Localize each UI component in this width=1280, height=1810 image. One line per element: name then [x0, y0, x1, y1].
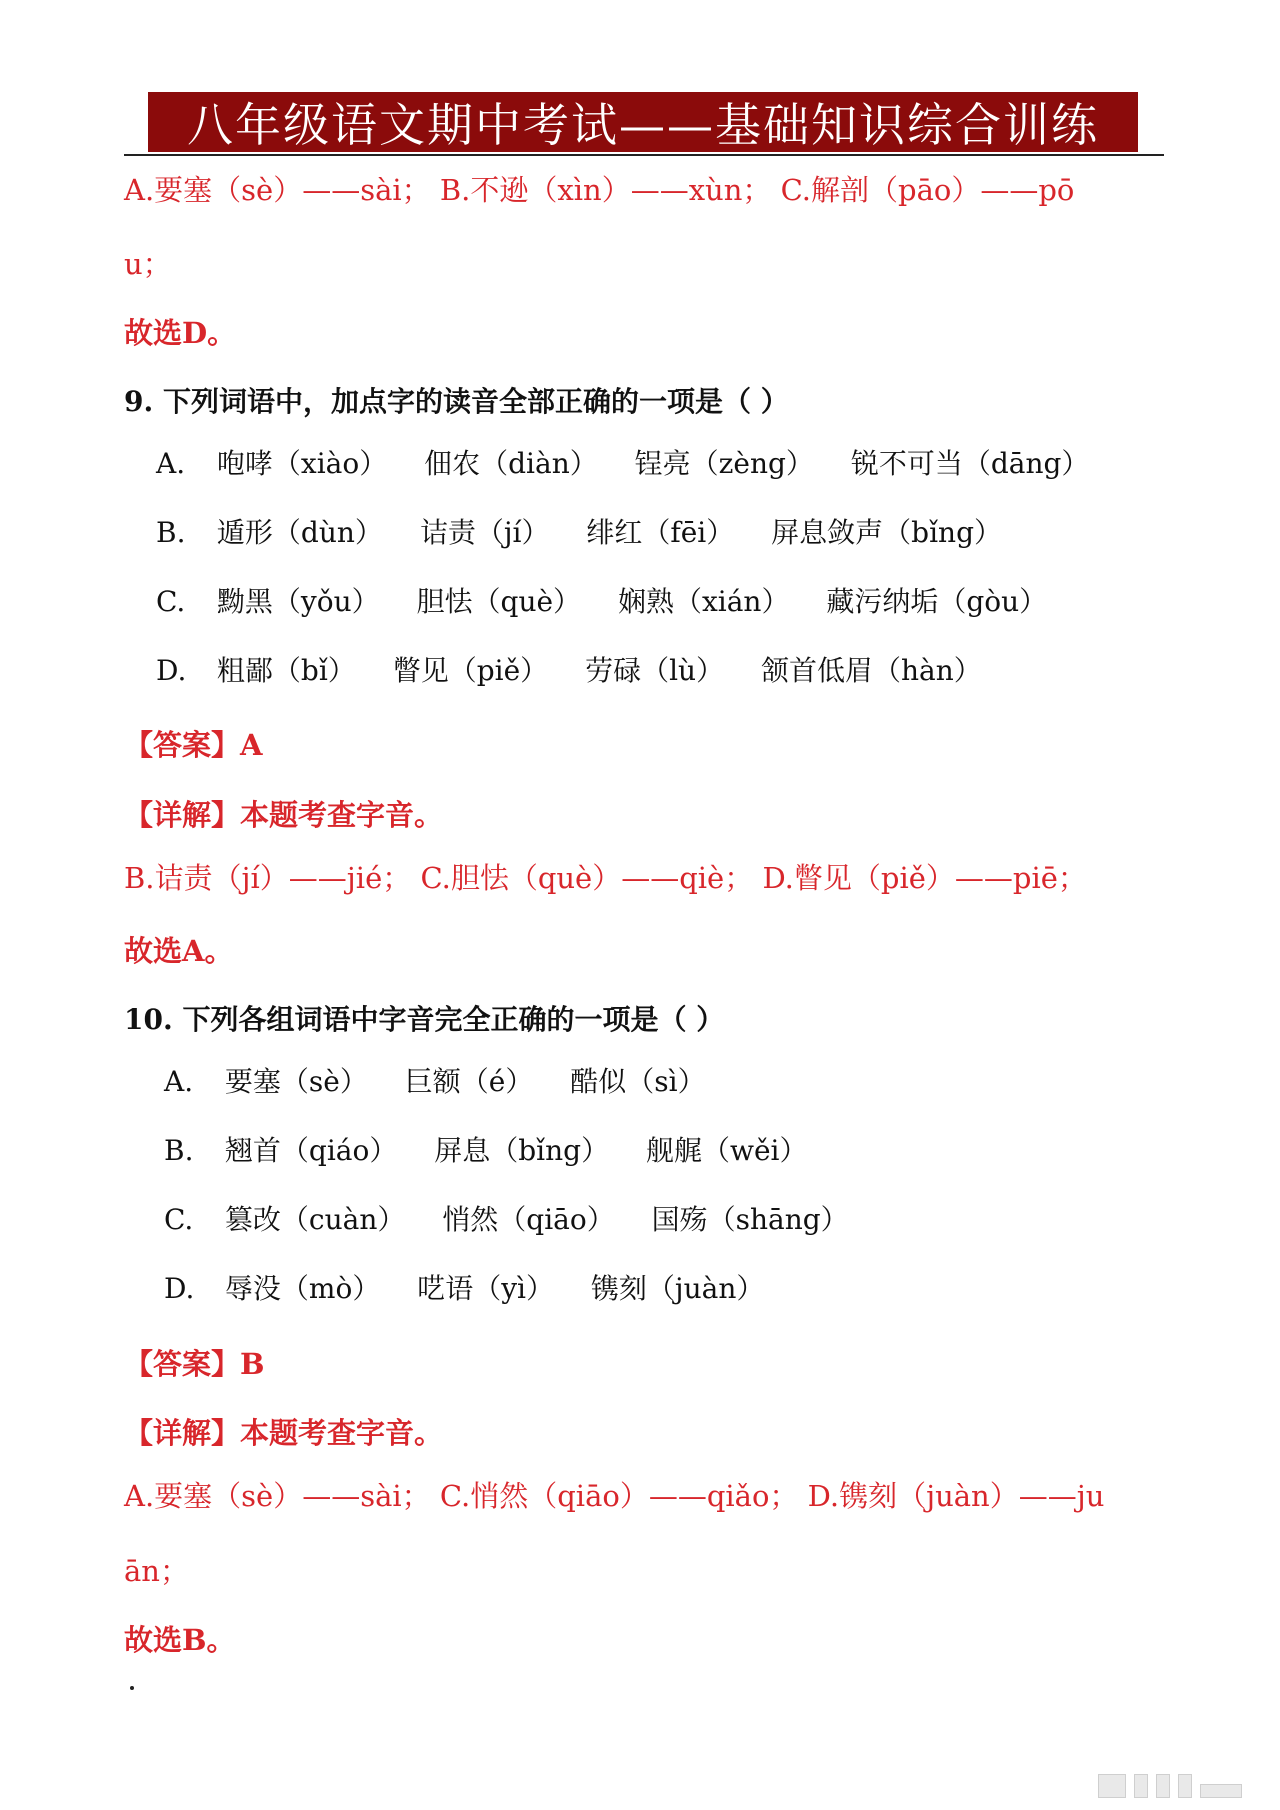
overlay-block	[1156, 1774, 1170, 1798]
option-word: 要塞（sè）	[224, 1065, 368, 1098]
option-word: 呓语（yì）	[417, 1272, 555, 1305]
q9-answer: 【答案】A	[124, 728, 263, 762]
overlay-block	[1200, 1784, 1242, 1798]
q9-explain-head: 【详解】本题考查字音。	[124, 798, 444, 832]
q10-option-d	[164, 1271, 1214, 1307]
q10-explain-line-2: ān；	[124, 1554, 189, 1588]
prev-explanation-line-1: A.要塞（sè）——sài； B.不逊（xìn）——xùn； C.解剖（pāo）——pō	[124, 173, 1075, 207]
option-word: 翘首（qiáo）	[224, 1134, 398, 1167]
prev-explanation-line-2: u；	[124, 247, 172, 281]
option-word: 佃农（diàn）	[424, 447, 598, 480]
q9-option-b	[156, 515, 1206, 551]
stray-dot	[130, 1686, 134, 1690]
option-word: 辱没（mò）	[224, 1272, 381, 1305]
option-word: 巨额（é）	[404, 1065, 534, 1098]
option-word: 粗鄙（bǐ）	[216, 654, 356, 687]
overlay-block	[1134, 1774, 1148, 1798]
option-word: 悄然（qiāo）	[442, 1203, 615, 1236]
option-word: 绯红（fēi）	[586, 516, 735, 549]
option-word: 舰艉（wěi）	[646, 1134, 808, 1167]
option-key: D.	[156, 654, 187, 687]
option-word: 屏息（bǐng）	[434, 1134, 610, 1167]
q10-explain-line-1: A.要塞（sè）——sài； C.悄然（qiāo）——qiǎo； D.镌刻（juàn）——ju	[124, 1479, 1105, 1513]
title-banner	[148, 92, 1138, 152]
q9-option-a	[156, 446, 1206, 482]
overlay-block	[1178, 1774, 1192, 1798]
option-key: A.	[164, 1065, 194, 1098]
q9-explain-line: B.诘责（jí）——jié； C.胆怯（què）——qiè； D.瞥见（piě）——piē；	[124, 861, 1087, 895]
option-key: B.	[164, 1134, 194, 1167]
option-word: 黝黑（yǒu）	[216, 585, 380, 618]
q9-option-d	[156, 653, 1206, 689]
option-word: 国殇（shāng）	[651, 1203, 849, 1236]
q9-option-c	[156, 584, 1206, 620]
q10-conclusion: 故选B。	[124, 1623, 236, 1657]
title-block	[124, 92, 1164, 156]
option-word: 藏污纳垢（gòu）	[826, 585, 1048, 618]
option-word: 诘责（jí）	[419, 516, 550, 549]
q10-option-c	[164, 1202, 1214, 1238]
page-title: 八年级语文期中考试——基础知识综合训练	[187, 98, 1099, 152]
option-word: 镌刻（juàn）	[590, 1272, 765, 1305]
option-word: 屏息敛声（bǐng）	[771, 516, 1002, 549]
option-word: 劳碌（lù）	[585, 654, 725, 687]
option-key: C.	[156, 585, 186, 618]
q10-explain-head: 【详解】本题考查字音。	[124, 1416, 444, 1450]
option-word: 咆哮（xiào）	[216, 447, 388, 480]
q10-answer: 【答案】B	[124, 1347, 265, 1381]
option-key: C.	[164, 1203, 194, 1236]
option-key: D.	[164, 1272, 195, 1305]
option-word: 遁形（dùn）	[216, 516, 383, 549]
q10-option-a	[164, 1064, 1214, 1100]
option-word: 篡改（cuàn）	[224, 1203, 406, 1236]
option-key: B.	[156, 516, 186, 549]
option-word: 瞥见（piě）	[392, 654, 549, 687]
option-word: 娴熟（xián）	[617, 585, 790, 618]
option-word: 锃亮（zèng）	[634, 447, 814, 480]
option-word: 颔首低眉（hàn）	[760, 654, 982, 687]
overlay-block	[1098, 1774, 1126, 1798]
corner-ui-overlay	[1098, 1772, 1266, 1798]
q10-option-b	[164, 1133, 1214, 1169]
prev-conclusion: 故选D。	[124, 316, 237, 350]
option-word: 锐不可当（dāng）	[850, 447, 1090, 480]
q9-conclusion: 故选A。	[124, 934, 234, 968]
option-key: A.	[156, 447, 186, 480]
q9-stem: 9. 下列词语中，加点字的读音全部正确的一项是（ ）	[124, 385, 789, 418]
option-word: 酷似（sì）	[570, 1065, 706, 1098]
option-word: 胆怯（què）	[416, 585, 582, 618]
q10-stem: 10. 下列各组词语中字音完全正确的一项是（ ）	[124, 1003, 725, 1036]
